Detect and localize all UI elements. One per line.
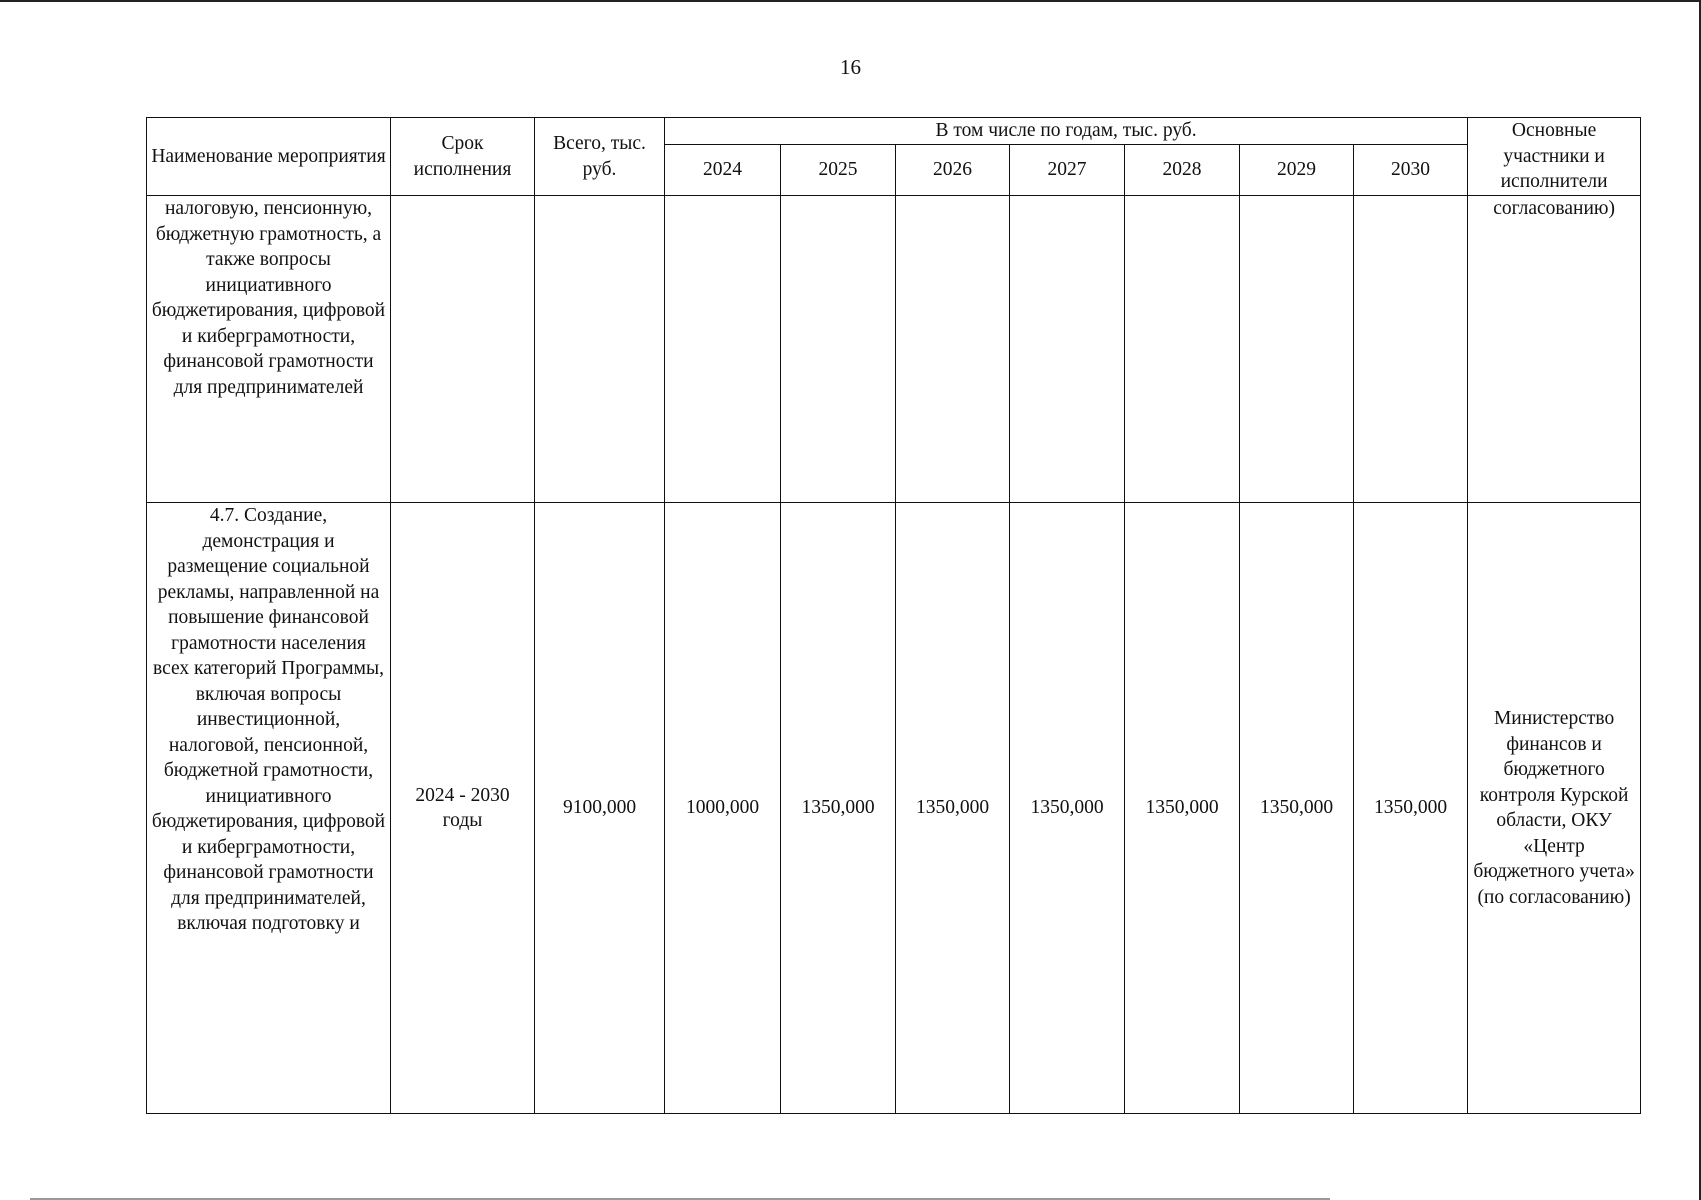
cell-year-value [1240, 196, 1354, 503]
cell-activity-name: налоговую, пенсионную, бюджетную грамотность, а также вопросы инициативного бюджетирования, цифровой и киберграмотности, финансовой грамотности для предпринимателей [147, 196, 391, 503]
cell-year-value [665, 196, 781, 503]
cell-year-value: 1000,000 [665, 503, 781, 1114]
header-year: 2030 [1354, 145, 1468, 196]
cell-total [535, 196, 665, 503]
header-year: 2028 [1125, 145, 1240, 196]
cell-year-value [1354, 196, 1468, 503]
cell-year-value: 1350,000 [1240, 503, 1354, 1114]
cell-activity-name: 4.7. Создание, демонстрация и размещение социальной рекламы, направленной на повышение финансовой грамотности населения всех категорий Программы, включая вопросы инвестиционной, налоговой, пенсионной, бюджетной грамотности, инициативного бюджетирования, цифровой и киберграмотности, финансовой грамотности для предпринимателей, включая подготовку и [147, 503, 391, 1114]
cell-year-value [1125, 196, 1240, 503]
cell-year-value [781, 196, 896, 503]
cell-deadline [391, 196, 535, 503]
table-row [147, 503, 1641, 1114]
cell-year-value: 1350,000 [781, 503, 896, 1114]
cell-year-value: 1350,000 [1354, 503, 1468, 1114]
header-by-years: В том числе по годам, тыс. руб. [665, 118, 1468, 145]
program-activities-table [146, 117, 1641, 1114]
cell-total: 9100,000 [535, 503, 665, 1114]
header-deadline: Срок исполнения [391, 118, 535, 196]
cell-participants: Министерство финансов и бюджетного контроля Курской области, ОКУ «Центр бюджетного учета» (по согласованию) [1468, 503, 1641, 1114]
header-total: Всего, тыс. руб. [535, 118, 665, 196]
header-participants: Основные участники и исполнители [1468, 118, 1641, 196]
table-row [147, 196, 1641, 503]
page-number: 16 [840, 55, 861, 79]
cell-year-value [896, 196, 1010, 503]
cell-year-value: 1350,000 [896, 503, 1010, 1114]
cell-year-value: 1350,000 [1125, 503, 1240, 1114]
header-year: 2024 [665, 145, 781, 196]
header-year: 2027 [1010, 145, 1125, 196]
header-year: 2025 [781, 145, 896, 196]
header-year: 2029 [1240, 145, 1354, 196]
cell-year-value: 1350,000 [1010, 503, 1125, 1114]
cell-year-value [1010, 196, 1125, 503]
page-edge-top [0, 0, 1701, 2]
cell-participants: согласованию) [1468, 196, 1641, 503]
header-year: 2026 [896, 145, 1010, 196]
cell-deadline: 2024 - 2030 годы [391, 503, 535, 1114]
header-name: Наименование мероприятия [147, 118, 391, 196]
